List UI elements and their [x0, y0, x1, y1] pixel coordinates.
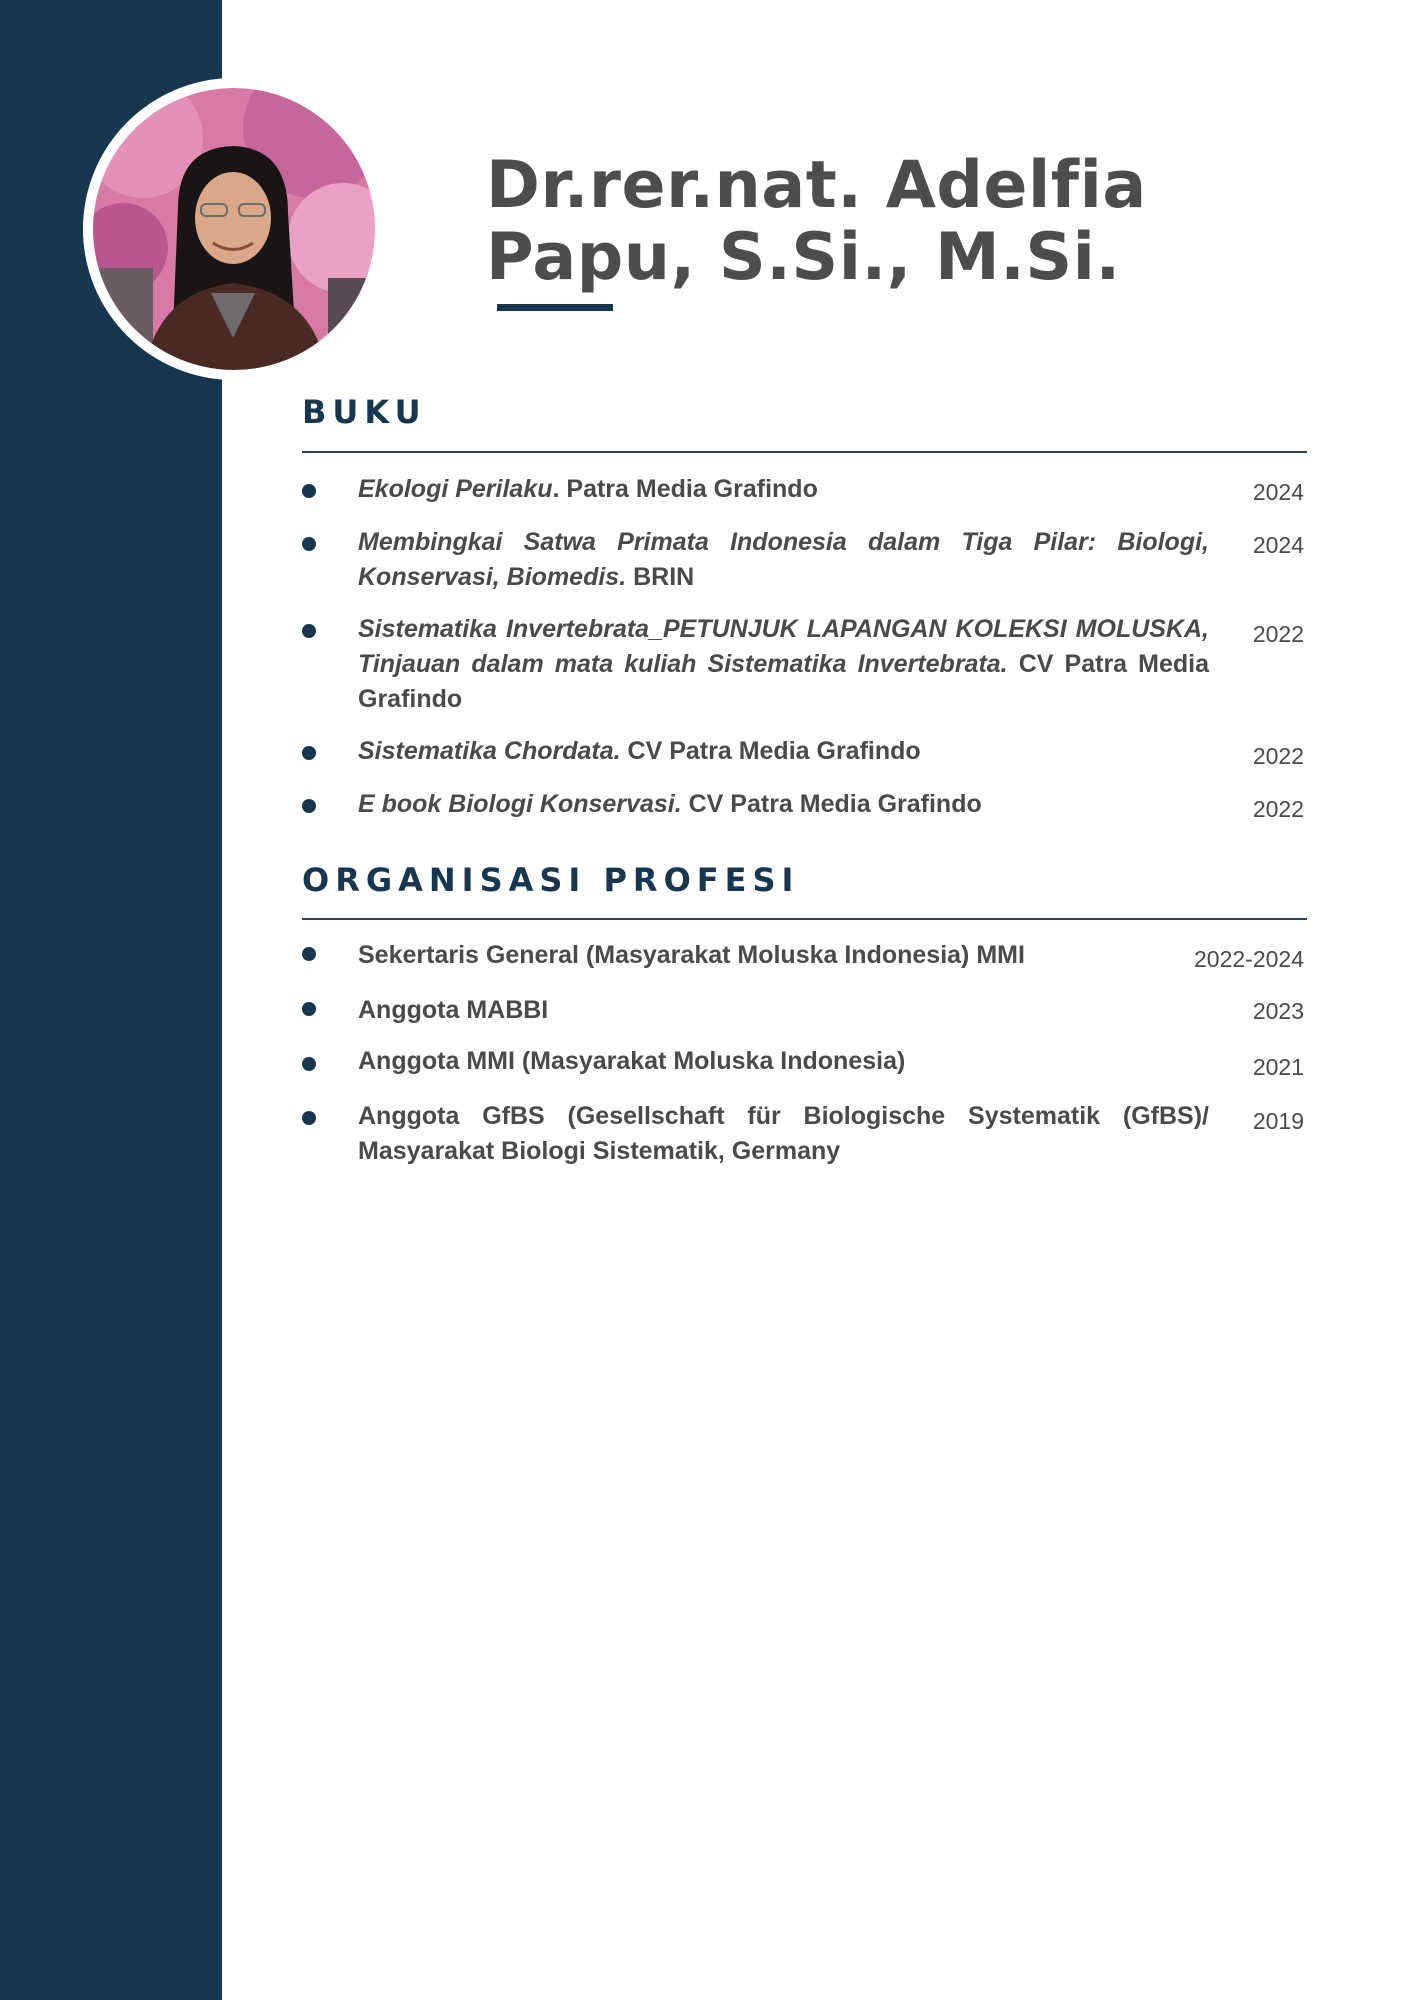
- avatar: [83, 78, 385, 380]
- book-title: E book Biologi Konservasi.: [358, 790, 682, 818]
- year-label: 2022: [1252, 621, 1304, 647]
- book-publisher: . Patra Media Grafindo: [552, 475, 818, 503]
- list-item-org-3: [302, 1044, 1307, 1084]
- list-item-org-2: [302, 993, 1307, 1033]
- bullet-icon: [302, 799, 316, 813]
- list-item-buku-1: [302, 472, 1307, 512]
- bullet-icon: [302, 1111, 316, 1125]
- year-label: 2022: [1252, 796, 1304, 822]
- year-label: 2022-2024: [1194, 946, 1304, 972]
- bullet-icon: [302, 537, 316, 551]
- book-publisher: CV Patra Media Grafindo: [358, 650, 1210, 713]
- bullet-icon: [302, 1057, 316, 1071]
- section-title-buku: BUKU: [302, 393, 427, 431]
- bullet-icon: [302, 484, 316, 498]
- section-divider-buku: [302, 451, 1307, 453]
- list-item-org-1: [302, 938, 1307, 978]
- bullet-icon: [302, 1002, 316, 1016]
- org-entry: Anggota MABBI: [358, 996, 549, 1024]
- year-label: 2019: [1252, 1108, 1304, 1134]
- book-title: Membingkai Satwa Primata Indonesia dalam Tiga Pilar: Biologi, Konservasi, Biomedis.: [358, 528, 1209, 591]
- section-title-organisasi: ORGANISASI PROFESI: [302, 861, 800, 899]
- list-item-buku-4: [302, 734, 1307, 774]
- bullet-icon: [302, 746, 316, 760]
- bullet-icon: [302, 624, 316, 638]
- profile-photo-image: [83, 78, 385, 380]
- list-item-buku-3: [302, 612, 1307, 720]
- org-entry: Anggota GfBS (Gesellschaft für Biologische Systematik (GfBS)/ Masyarakat Biologi Sistematik, Germany: [358, 1102, 1209, 1165]
- list-item-buku-5: [302, 787, 1307, 827]
- org-entry: Sekertaris General (Masyarakat Moluska Indonesia) MMI: [358, 941, 1025, 969]
- book-title: Sistematika Chordata.: [358, 737, 621, 765]
- book-entry: [358, 525, 1209, 595]
- bullet-icon: [302, 947, 316, 961]
- book-entry: [358, 734, 1208, 769]
- book-entry: [358, 787, 1208, 822]
- list-item-buku-2: [302, 525, 1307, 597]
- page-title: [486, 150, 1147, 294]
- book-publisher: CV Patra Media Grafindo: [681, 790, 982, 818]
- book-publisher: BRIN: [626, 563, 695, 591]
- name-underline: [497, 304, 613, 311]
- name-line-2: Papu, S.Si., M.Si.: [486, 220, 1121, 295]
- year-label: 2022: [1252, 743, 1304, 769]
- section-divider-organisasi: [302, 918, 1307, 920]
- name-line-1: Dr.rer.nat. Adelfia: [486, 148, 1147, 223]
- book-entry: [358, 472, 1208, 507]
- book-title: Ekologi Perilaku: [358, 475, 553, 503]
- year-label: 2021: [1252, 1054, 1304, 1080]
- book-publisher: CV Patra Media Grafindo: [620, 737, 921, 765]
- list-item-org-4: [302, 1099, 1307, 1171]
- year-label: 2024: [1252, 532, 1304, 558]
- year-label: 2024: [1252, 479, 1304, 505]
- year-label: 2023: [1252, 998, 1304, 1024]
- book-title: Sistematika Invertebrata_PETUNJUK LAPANGAN KOLEKSI MOLUSKA, Tinjauan dalam mata kuliah Sistematika Invertebrata.: [358, 615, 1209, 678]
- book-entry: [358, 612, 1209, 717]
- org-entry: Anggota MMI (Masyarakat Moluska Indonesia): [358, 1047, 906, 1075]
